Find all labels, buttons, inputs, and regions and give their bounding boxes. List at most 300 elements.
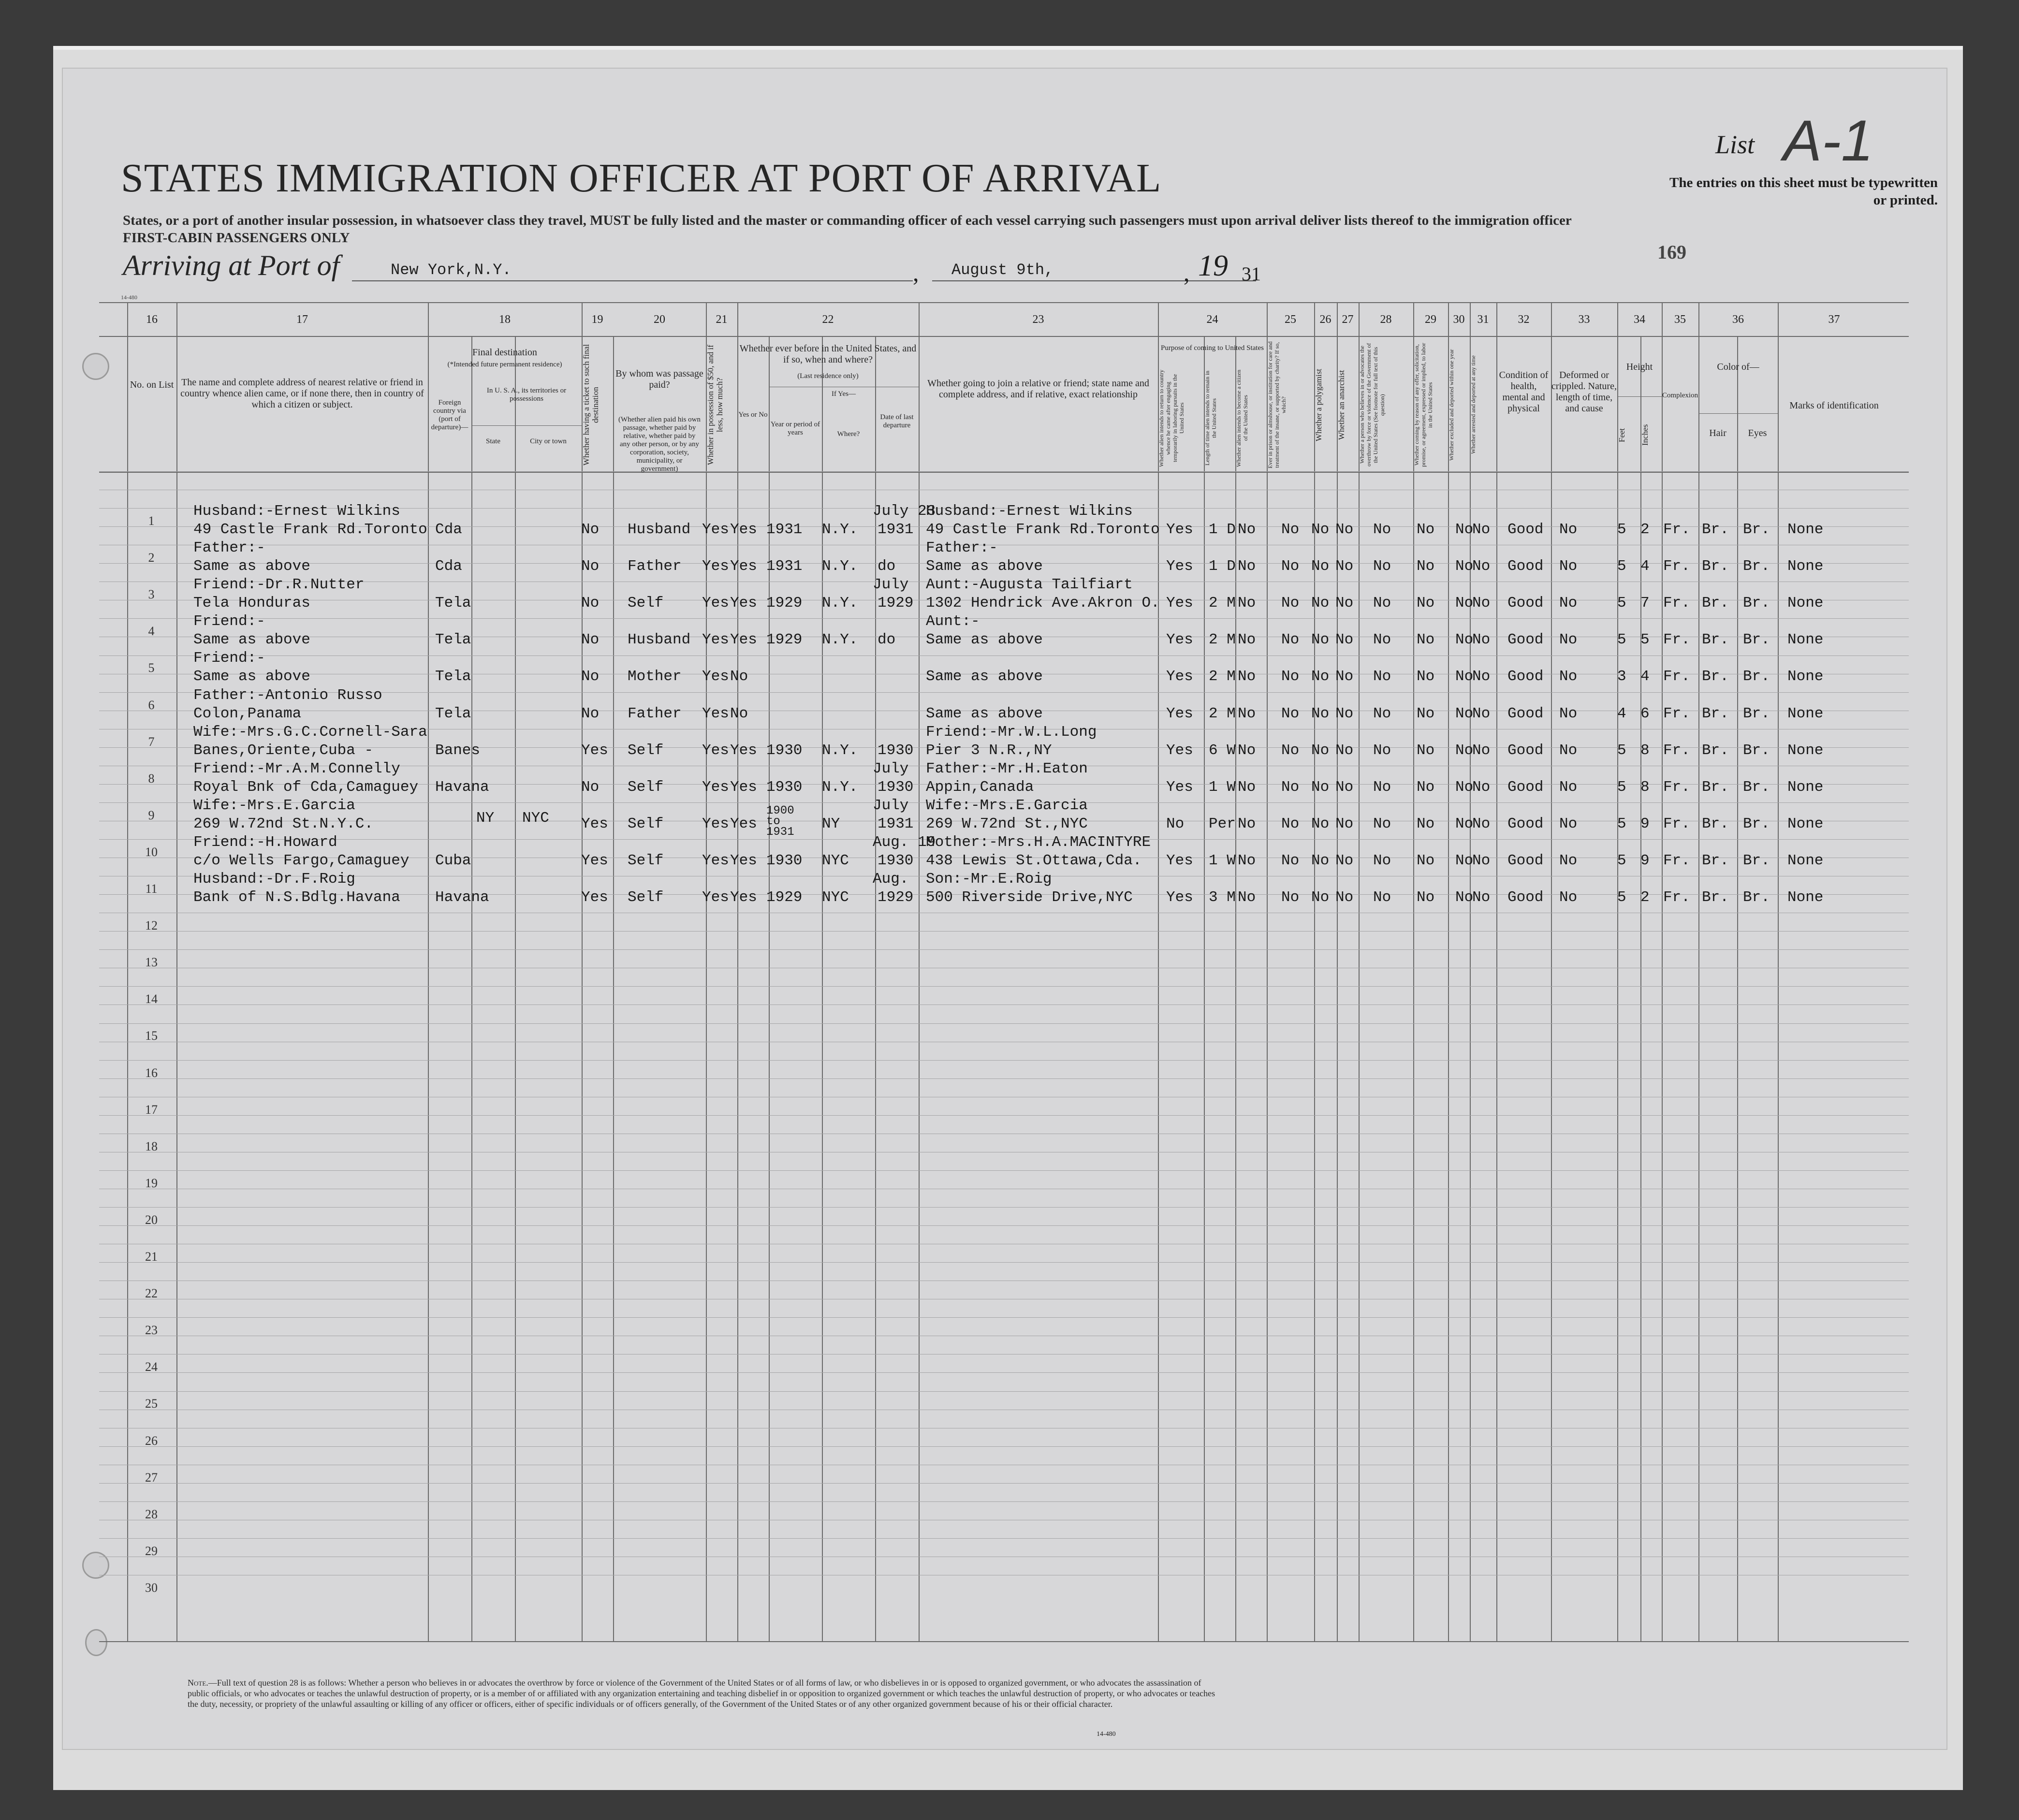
row-5-overthrow: No bbox=[1373, 668, 1391, 685]
row-4-before: Yes bbox=[730, 631, 757, 649]
row-7-rel1: Wife:-Mrs.G.C.Cornell-Sara bbox=[193, 723, 427, 741]
column-line bbox=[875, 336, 876, 1641]
row-10-paid: Self bbox=[628, 852, 664, 869]
row-3-health: Good bbox=[1507, 595, 1544, 612]
row-7-complexion: Fr. bbox=[1663, 742, 1690, 759]
row-4-deform: No bbox=[1559, 631, 1578, 649]
row-4-arrest: No bbox=[1472, 631, 1491, 649]
column-line bbox=[1778, 302, 1779, 1641]
row-11-inches: 2 bbox=[1640, 889, 1650, 906]
row-number: 23 bbox=[145, 1323, 158, 1338]
row-number: 20 bbox=[145, 1212, 158, 1227]
row-1-cit: No bbox=[1238, 521, 1256, 538]
row-10-join2: 438 Lewis St.Ottawa,Cda. bbox=[926, 852, 1142, 869]
row-9-marks: None bbox=[1787, 815, 1824, 832]
col36-hair: Hair bbox=[1709, 428, 1726, 438]
row-11-period: 1929 bbox=[766, 889, 803, 906]
row-1-join2: 49 Castle Frank Rd.Toronto bbox=[926, 521, 1160, 538]
row-10-arrest: No bbox=[1472, 852, 1491, 869]
row-9-cit: No bbox=[1238, 815, 1256, 832]
row-2-len: 1 D bbox=[1209, 558, 1236, 575]
row-3-deform: No bbox=[1559, 595, 1578, 612]
col37-header: Marks of identification bbox=[1789, 400, 1879, 411]
row-7-arrest: No bbox=[1472, 742, 1491, 759]
col22-date: Date of last departure bbox=[880, 413, 914, 429]
row-3-cit: No bbox=[1238, 595, 1256, 612]
row-1-period: 1931 bbox=[766, 521, 803, 538]
column-line bbox=[1737, 336, 1738, 1641]
row-7-rel2: Banes,Oriente,Cuba - bbox=[193, 742, 374, 759]
col22-ifyes: If Yes— bbox=[831, 390, 856, 398]
column-line bbox=[1698, 302, 1699, 1641]
row-2-join1: Father:- bbox=[926, 539, 998, 557]
column-number: 29 bbox=[1425, 313, 1436, 326]
row-7-excl: No bbox=[1455, 742, 1474, 759]
row-3-join1: Aunt:-Augusta Tailfiart bbox=[926, 576, 1133, 594]
row-8-ticket: No bbox=[581, 778, 600, 796]
row-11-foreign: Havana bbox=[435, 889, 489, 906]
row-9-join1: Wife:-Mrs.E.Garcia bbox=[926, 797, 1088, 814]
row-9-arrest: No bbox=[1472, 815, 1491, 832]
row-1-fifty: Yes bbox=[702, 521, 729, 538]
row-8-poly: No bbox=[1311, 778, 1330, 796]
row-6-excl: No bbox=[1455, 705, 1474, 722]
row-5-cit: No bbox=[1238, 668, 1256, 685]
row-11-join1: Son:-Mr.E.Roig bbox=[926, 871, 1052, 888]
punch-hole bbox=[82, 353, 109, 380]
col16-header: No. on List bbox=[130, 379, 174, 390]
row-rule bbox=[99, 931, 1909, 932]
col22-where: Where? bbox=[837, 430, 860, 438]
row-7-eyes: Br. bbox=[1743, 742, 1770, 759]
c36-split-line bbox=[1698, 413, 1778, 414]
col22-period: Year or period of years bbox=[770, 421, 820, 437]
grid-top-line bbox=[99, 302, 1909, 303]
row-2-inches: 4 bbox=[1640, 558, 1650, 575]
date-value: August 9th, bbox=[951, 261, 1054, 279]
row-8-period: 1930 bbox=[766, 778, 803, 796]
col19-header: Whether having a ticket to such final destination bbox=[582, 344, 600, 466]
row-8-arrest: No bbox=[1472, 778, 1491, 796]
row-9-prison: No bbox=[1281, 815, 1300, 832]
row-11-eyes: Br. bbox=[1743, 889, 1770, 906]
row-11-offer: No bbox=[1417, 889, 1435, 906]
row-2-feet: 5 bbox=[1617, 558, 1626, 575]
column-line bbox=[1551, 302, 1552, 1641]
row-1-eyes: Br. bbox=[1743, 521, 1770, 538]
row-number: 2 bbox=[148, 551, 155, 565]
row-4-health: Good bbox=[1507, 631, 1544, 649]
row-5-arrest: No bbox=[1472, 668, 1491, 685]
column-line bbox=[1204, 336, 1205, 1641]
col26-header: Whether a polygamist bbox=[1314, 368, 1323, 441]
row-number: 21 bbox=[145, 1250, 158, 1264]
row-rule bbox=[99, 1207, 1909, 1208]
row-7-marks: None bbox=[1787, 742, 1824, 759]
row-8-anarch: No bbox=[1335, 778, 1354, 796]
row-10-poly: No bbox=[1311, 852, 1330, 869]
row-10-eyes: Br. bbox=[1743, 852, 1770, 869]
col22-yesno: Yes or No bbox=[738, 411, 768, 419]
col18-state: State bbox=[486, 437, 500, 445]
row-7-join2: Pier 3 N.R.,NY bbox=[926, 742, 1052, 759]
col18-usa: In U. S. A., its territories or possessions bbox=[486, 387, 567, 403]
row-2-ret: Yes bbox=[1166, 558, 1193, 575]
row-9-deform: No bbox=[1559, 815, 1578, 832]
row-9-feet: 5 bbox=[1617, 815, 1626, 832]
col33-header: Deformed or crippled. Nature, length of time, and cause bbox=[1551, 370, 1617, 414]
row-6-rel1: Father:-Antonio Russo bbox=[193, 686, 382, 704]
port-underline bbox=[352, 280, 913, 281]
row-9-eyes: Br. bbox=[1743, 815, 1770, 832]
row-10-excl: No bbox=[1455, 852, 1474, 869]
row-4-poly: No bbox=[1311, 631, 1330, 649]
col36-header: Color of— bbox=[1717, 362, 1759, 372]
row-8-fifty: Yes bbox=[702, 778, 729, 796]
row-2-eyes: Br. bbox=[1743, 558, 1770, 575]
row-6-complexion: Fr. bbox=[1663, 705, 1690, 722]
column-line bbox=[127, 302, 128, 1641]
column-line bbox=[1470, 302, 1471, 1641]
row-9-state: NY bbox=[476, 809, 495, 827]
row-4-len: 2 M bbox=[1209, 631, 1236, 649]
row-number: 27 bbox=[145, 1470, 158, 1485]
row-3-foreign: Tela bbox=[435, 595, 471, 612]
row-7-prison: No bbox=[1281, 742, 1300, 759]
row-6-inches: 6 bbox=[1640, 705, 1650, 722]
row-7-dep2: 1930 bbox=[878, 742, 914, 759]
col36-eyes: Eyes bbox=[1748, 428, 1767, 438]
row-5-anarch: No bbox=[1335, 668, 1354, 685]
row-4-excl: No bbox=[1455, 631, 1474, 649]
row-7-ret: Yes bbox=[1166, 742, 1193, 759]
row-9-excl: No bbox=[1455, 815, 1474, 832]
row-10-join1: Mother:-Mrs.H.A.MACINTYRE bbox=[926, 833, 1151, 851]
row-10-overthrow: No bbox=[1373, 852, 1391, 869]
row-2-ticket: No bbox=[581, 558, 600, 575]
row-number: 9 bbox=[148, 808, 155, 822]
column-number: 35 bbox=[1674, 313, 1686, 326]
row-3-before: Yes bbox=[730, 595, 757, 612]
row-2-offer: No bbox=[1417, 558, 1435, 575]
row-rule bbox=[99, 1372, 1909, 1373]
row-1-complexion: Fr. bbox=[1663, 521, 1690, 538]
row-number: 13 bbox=[145, 955, 158, 970]
column-line bbox=[176, 302, 177, 1641]
row-5-ticket: No bbox=[581, 668, 600, 685]
row-6-eyes: Br. bbox=[1743, 705, 1770, 722]
row-8-marks: None bbox=[1787, 778, 1824, 796]
row-7-foreign: Banes bbox=[435, 742, 481, 759]
footnote-lead: Note. bbox=[188, 1678, 208, 1688]
row-7-deform: No bbox=[1559, 742, 1578, 759]
row-8-complexion: Fr. bbox=[1663, 778, 1690, 796]
col24a-header: Whether alien intends to return to country whence he came after engaging temporarily in laboring pursuits in the United States bbox=[1158, 369, 1185, 467]
row-4-marks: None bbox=[1787, 631, 1824, 649]
row-5-deform: No bbox=[1559, 668, 1578, 685]
list-number-handwritten: A-1 bbox=[1783, 108, 1873, 173]
row-2-prison: No bbox=[1281, 558, 1300, 575]
row-8-prison: No bbox=[1281, 778, 1300, 796]
row-9-ret: No bbox=[1166, 815, 1185, 832]
row-10-period: 1930 bbox=[766, 852, 803, 869]
row-5-complexion: Fr. bbox=[1663, 668, 1690, 685]
row-3-dep2: 1929 bbox=[878, 595, 914, 612]
typewritten-note: The entries on this sheet must be typewritten or printed. bbox=[1669, 175, 1938, 208]
row-10-anarch: No bbox=[1335, 852, 1354, 869]
punch-hole bbox=[85, 1629, 107, 1656]
row-4-inches: 5 bbox=[1640, 631, 1650, 649]
row-7-ticket: Yes bbox=[581, 742, 608, 759]
column-number: 23 bbox=[1032, 313, 1044, 326]
sheet-number: 169 bbox=[1657, 241, 1686, 263]
col20-header: By whom was passage paid? bbox=[615, 368, 703, 390]
row-number: 25 bbox=[145, 1397, 158, 1411]
row-9-overthrow: No bbox=[1373, 815, 1391, 832]
row-number: 4 bbox=[148, 624, 155, 639]
row-2-hair: Br. bbox=[1702, 558, 1729, 575]
row-number: 8 bbox=[148, 771, 155, 786]
row-10-feet: 5 bbox=[1617, 852, 1626, 869]
row-10-rel1: Friend:-H.Howard bbox=[193, 833, 337, 851]
row-2-foreign: Cda bbox=[435, 558, 462, 575]
row-4-offer: No bbox=[1417, 631, 1435, 649]
row-4-prison: No bbox=[1281, 631, 1300, 649]
row-6-ret: Yes bbox=[1166, 705, 1193, 722]
row-11-anarch: No bbox=[1335, 889, 1354, 906]
row-7-anarch: No bbox=[1335, 742, 1354, 759]
row-7-offer: No bbox=[1417, 742, 1435, 759]
row-9-join2: 269 W.72nd St.,NYC bbox=[926, 815, 1088, 832]
row-8-dep2: 1930 bbox=[878, 778, 914, 796]
row-10-cit: No bbox=[1238, 852, 1256, 869]
column-number: 26 bbox=[1319, 313, 1331, 326]
row-6-join2: Same as above bbox=[926, 705, 1043, 722]
row-11-prison: No bbox=[1281, 889, 1300, 906]
row-9-poly: No bbox=[1311, 815, 1330, 832]
col18-foreign: Foreign country via (port of departure)— bbox=[431, 399, 468, 431]
row-5-hair: Br. bbox=[1702, 668, 1729, 685]
row-rule bbox=[99, 471, 1909, 472]
row-7-health: Good bbox=[1507, 742, 1544, 759]
row-number: 22 bbox=[145, 1286, 158, 1301]
row-6-overthrow: No bbox=[1373, 705, 1391, 722]
row-rule bbox=[99, 1115, 1909, 1116]
row-6-foreign: Tela bbox=[435, 705, 471, 722]
column-number: 37 bbox=[1828, 313, 1840, 326]
row-7-len: 6 W bbox=[1209, 742, 1236, 759]
row-10-deform: No bbox=[1559, 852, 1578, 869]
row-number: 30 bbox=[145, 1580, 158, 1595]
row-9-inches: 9 bbox=[1640, 815, 1650, 832]
col23-header: Whether going to join a relative or friend; state name and complete address, and if relative, exact relationship bbox=[927, 378, 1149, 400]
row-8-cit: No bbox=[1238, 778, 1256, 796]
row-3-len: 2 M bbox=[1209, 595, 1236, 612]
row-3-offer: No bbox=[1417, 595, 1435, 612]
intro-line-1: States, or a port of another insular possession, in whatsoever class they travel, MUST be fully listed and the master or commanding officer of each vessel carrying such passengers must upon arrival deliver lists thereof to the immigration officer bbox=[123, 213, 1572, 228]
row-1-paid: Husband bbox=[628, 521, 691, 538]
col31-header: Whether arrested and deported at any time bbox=[1470, 355, 1477, 454]
row-4-ret: Yes bbox=[1166, 631, 1193, 649]
c34-split-line bbox=[1617, 396, 1662, 397]
row-11-rel2: Bank of N.S.Bdlg.Havana bbox=[193, 889, 400, 906]
row-1-poly: No bbox=[1311, 521, 1330, 538]
row-4-join2: Same as above bbox=[926, 631, 1043, 649]
row-number: 7 bbox=[148, 734, 155, 749]
col17-header: The name and complete address of nearest relative or friend in country whence alien came, or if none there, then in country of which a citizen or subject. bbox=[180, 377, 424, 410]
row-7-inches: 8 bbox=[1640, 742, 1650, 759]
row-11-complexion: Fr. bbox=[1663, 889, 1690, 906]
row-3-join2: 1302 Hendrick Ave.Akron O. bbox=[926, 595, 1160, 612]
row-4-overthrow: No bbox=[1373, 631, 1391, 649]
column-line bbox=[1496, 302, 1497, 1641]
row-10-fifty: Yes bbox=[702, 852, 729, 869]
row-number: 16 bbox=[145, 1065, 158, 1080]
row-9-paid: Self bbox=[628, 815, 664, 832]
row-9-city: NYC bbox=[522, 809, 549, 827]
row-8-paid: Self bbox=[628, 778, 664, 796]
row-3-dep1: July bbox=[873, 576, 909, 594]
col27-header: Whether an anarchist bbox=[1337, 370, 1346, 440]
row-rule bbox=[99, 1391, 1909, 1392]
row-3-anarch: No bbox=[1335, 595, 1354, 612]
row-7-period: 1930 bbox=[766, 742, 803, 759]
port-value: New York,N.Y. bbox=[391, 261, 512, 279]
row-4-join1: Aunt:- bbox=[926, 613, 980, 630]
row-11-cit: No bbox=[1238, 889, 1256, 906]
column-line bbox=[1158, 302, 1159, 1641]
row-5-eyes: Br. bbox=[1743, 668, 1770, 685]
row-11-hair: Br. bbox=[1702, 889, 1729, 906]
row-5-prison: No bbox=[1281, 668, 1300, 685]
row-11-len: 3 M bbox=[1209, 889, 1236, 906]
row-7-paid: Self bbox=[628, 742, 664, 759]
row-8-hair: Br. bbox=[1702, 778, 1729, 796]
column-number: 16 bbox=[146, 313, 158, 326]
row-number: 6 bbox=[148, 698, 155, 712]
row-9-before: Yes bbox=[730, 815, 757, 832]
row-3-overthrow: No bbox=[1373, 595, 1391, 612]
column-line bbox=[1448, 302, 1449, 1641]
row-5-rel1: Friend:- bbox=[193, 650, 265, 667]
row-8-rel2: Royal Bnk of Cda,Camaguey bbox=[193, 778, 419, 796]
col34-feet: Feet bbox=[1617, 428, 1626, 442]
row-3-prison: No bbox=[1281, 595, 1300, 612]
row-1-ret: Yes bbox=[1166, 521, 1193, 538]
row-6-health: Good bbox=[1507, 705, 1544, 722]
row-5-len: 2 M bbox=[1209, 668, 1236, 685]
intro-line-2: FIRST-CABIN PASSENGERS ONLY bbox=[123, 230, 350, 246]
column-line bbox=[582, 302, 583, 1641]
row-8-excl: No bbox=[1455, 778, 1474, 796]
col21-header: Whether in possession of $50, and if less, how much? bbox=[706, 345, 724, 465]
row-5-ret: Yes bbox=[1166, 668, 1193, 685]
row-1-where: N.Y. bbox=[822, 521, 858, 538]
row-8-eyes: Br. bbox=[1743, 778, 1770, 796]
row-8-offer: No bbox=[1417, 778, 1435, 796]
row-10-hair: Br. bbox=[1702, 852, 1729, 869]
col18-header: Final destination bbox=[472, 347, 537, 358]
row-7-poly: No bbox=[1311, 742, 1330, 759]
row-10-len: 1 W bbox=[1209, 852, 1236, 869]
row-1-inches: 2 bbox=[1640, 521, 1650, 538]
column-line bbox=[1617, 302, 1618, 1641]
column-number: 28 bbox=[1380, 313, 1392, 326]
row-2-poly: No bbox=[1311, 558, 1330, 575]
row-11-before: Yes bbox=[730, 889, 757, 906]
row-6-anarch: No bbox=[1335, 705, 1354, 722]
row-3-poly: No bbox=[1311, 595, 1330, 612]
row-9-dep1: July bbox=[873, 797, 909, 814]
row-11-dep2: 1929 bbox=[878, 889, 914, 906]
row-rule bbox=[99, 1317, 1909, 1318]
row-1-deform: No bbox=[1559, 521, 1578, 538]
row-11-rel1: Husband:-Dr.F.Roig bbox=[193, 871, 355, 888]
row-1-dep1: July 23 bbox=[873, 503, 936, 520]
row-1-feet: 5 bbox=[1617, 521, 1626, 538]
row-9-where: NY bbox=[822, 815, 840, 832]
footnote bbox=[188, 1677, 1222, 1709]
column-line bbox=[706, 302, 707, 1641]
column-number: 17 bbox=[296, 313, 308, 326]
row-3-arrest: No bbox=[1472, 595, 1491, 612]
row-2-arrest: No bbox=[1472, 558, 1491, 575]
column-line bbox=[1267, 302, 1268, 1641]
row-5-health: Good bbox=[1507, 668, 1544, 685]
row-10-health: Good bbox=[1507, 852, 1544, 869]
row-number: 5 bbox=[148, 661, 155, 675]
row-rule bbox=[99, 986, 1909, 987]
row-4-rel2: Same as above bbox=[193, 631, 310, 649]
row-3-excl: No bbox=[1455, 595, 1474, 612]
grid-colnum-line bbox=[99, 336, 1909, 337]
row-5-foreign: Tela bbox=[435, 668, 471, 685]
row-1-rel1: Husband:-Ernest Wilkins bbox=[193, 503, 400, 520]
row-rule bbox=[99, 1078, 1909, 1079]
row-8-rel1: Friend:-Mr.A.M.Connelly bbox=[193, 760, 400, 777]
row-10-complexion: Fr. bbox=[1663, 852, 1690, 869]
row-2-rel1: Father:- bbox=[193, 539, 265, 557]
row-2-complexion: Fr. bbox=[1663, 558, 1690, 575]
row-7-where: N.Y. bbox=[822, 742, 858, 759]
row-6-prison: No bbox=[1281, 705, 1300, 722]
row-11-ret: Yes bbox=[1166, 889, 1193, 906]
row-11-marks: None bbox=[1787, 889, 1824, 906]
col28-header: Whether a person who believes in or advocates the overthrow by force or violence of the Government of the United States (See footnote for full text of this question) bbox=[1359, 343, 1386, 467]
row-rule bbox=[99, 1060, 1909, 1061]
row-4-paid: Husband bbox=[628, 631, 691, 649]
row-4-feet: 5 bbox=[1617, 631, 1626, 649]
row-10-foreign: Cuba bbox=[435, 852, 471, 869]
row-number: 11 bbox=[145, 882, 158, 896]
row-7-join1: Friend:-Mr.W.L.Long bbox=[926, 723, 1097, 741]
row-rule bbox=[99, 618, 1909, 619]
col24c-header: Whether alien intends to become a citizen of the United States bbox=[1235, 369, 1249, 467]
row-number: 19 bbox=[145, 1176, 158, 1190]
column-line bbox=[428, 302, 429, 1641]
row-10-offer: No bbox=[1417, 852, 1435, 869]
row-rule bbox=[99, 1262, 1909, 1263]
row-4-cit: No bbox=[1238, 631, 1256, 649]
row-5-poly: No bbox=[1311, 668, 1330, 685]
row-9-fifty: Yes bbox=[702, 815, 729, 832]
port-comma: , bbox=[913, 259, 919, 286]
row-8-before: Yes bbox=[730, 778, 757, 796]
row-11-where: NYC bbox=[822, 889, 849, 906]
row-11-fifty: Yes bbox=[702, 889, 729, 906]
column-number: 21 bbox=[716, 313, 728, 326]
row-3-eyes: Br. bbox=[1743, 595, 1770, 612]
